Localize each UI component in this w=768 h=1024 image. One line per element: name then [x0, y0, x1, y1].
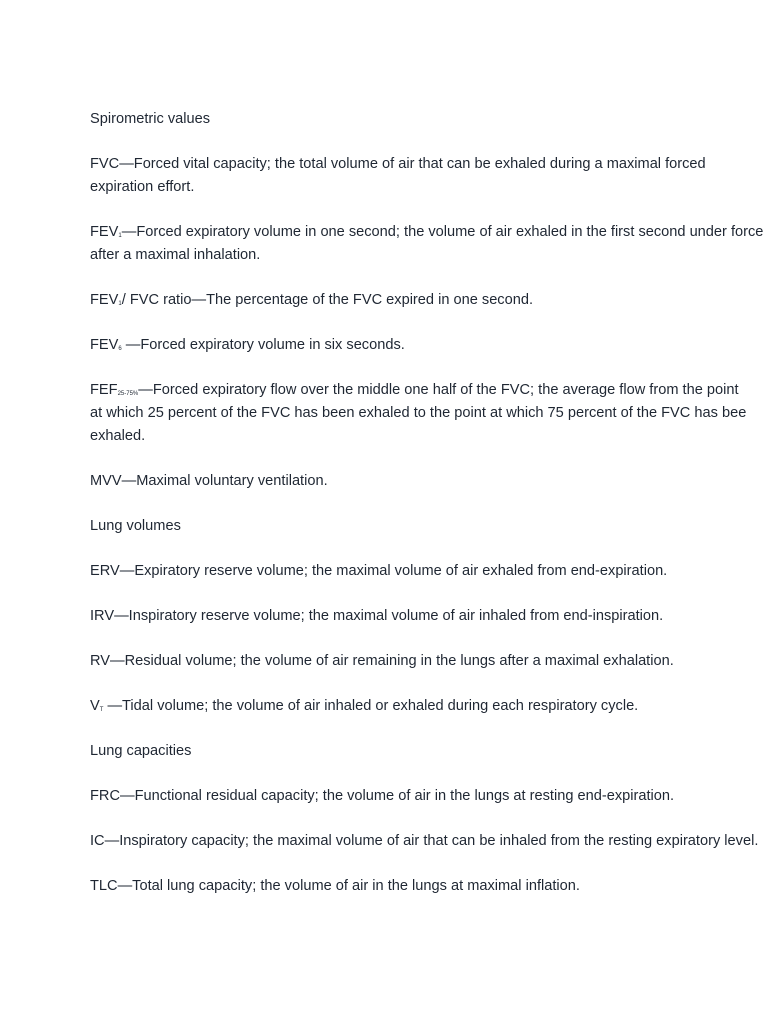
term-fev1-fvc: FEV — [90, 292, 119, 308]
definition-fev1-fvc-text: / FVC ratio—The percentage of the FVC expired in one second. — [121, 292, 534, 308]
definition-ic: IC—Inspiratory capacity; the maximal volume of air that can be inhaled from the resting expiratory level. — [90, 833, 759, 849]
term-fef: FEF — [90, 382, 118, 398]
definition-fef-line-2: at which 25 percent of the FVC has been exhaled to the point at which 75 percent of the FVC has bee — [90, 405, 747, 421]
term-fev1-subscript: 1 — [118, 233, 122, 239]
definition-rv: RV—Residual volume; the volume of air remaining in the lungs after a maximal exhalation. — [90, 653, 674, 669]
definition-irv: IRV—Inspiratory reserve volume; the maximal volume of air inhaled from end-inspiration. — [90, 608, 664, 624]
section-heading-lung-volumes: Lung volumes — [90, 518, 181, 534]
definition-frc: FRC—Functional residual capacity; the volume of air in the lungs at resting end-expiration. — [90, 788, 675, 804]
term-fev1: FEV — [90, 224, 119, 240]
definition-fvc — [90, 153, 768, 199]
term-fvc: FVC — [90, 156, 120, 172]
term-fev6-subscript: 6 — [118, 346, 122, 352]
definition-tlc: TLC—Total lung capacity; the volume of air in the lungs at maximal inflation. — [90, 878, 580, 894]
document-body — [90, 108, 768, 920]
definition-vt-text: —Tidal volume; the volume of air inhaled or exhaled during each respiratory cycle. — [103, 698, 639, 714]
definition-fev6-text: —Forced expiratory volume in six seconds. — [121, 337, 405, 353]
definition-fef-line-1: —Forced expiratory flow over the middle one half of the FVC; the average flow from the point — [138, 382, 739, 398]
definition-fvc-text: —Forced vital capacity; the total volume of air that can be exhaled during a maximal forced expiration effort. — [90, 156, 706, 195]
definition-mvv: MVV—Maximal voluntary ventilation. — [90, 473, 328, 489]
term-vt: V — [90, 698, 100, 714]
definition-vt — [90, 695, 768, 718]
definition-fev6 — [90, 334, 768, 357]
definition-fev1-fvc-ratio — [90, 289, 768, 312]
section-heading-lung-capacities: Lung capacities — [90, 743, 192, 759]
definition-fef-line-3: exhaled. — [90, 428, 146, 444]
term-fev1-fvc-subscript: 1 — [118, 301, 122, 307]
definition-fef — [90, 379, 768, 448]
term-fev6: FEV — [90, 337, 119, 353]
term-vt-subscript: T — [99, 707, 104, 713]
definition-erv: ERV—Expiratory reserve volume; the maximal volume of air exhaled from end-expiration. — [90, 563, 668, 579]
term-fef-subscript: 25-75% — [117, 391, 139, 397]
definition-fev1 — [90, 221, 768, 267]
definition-fev1-text: —Forced expiratory volume in one second; the volume of air exhaled in the first second under force after a maximal inhalation. — [90, 224, 764, 263]
section-heading-spirometric-values: Spirometric values — [90, 111, 211, 127]
